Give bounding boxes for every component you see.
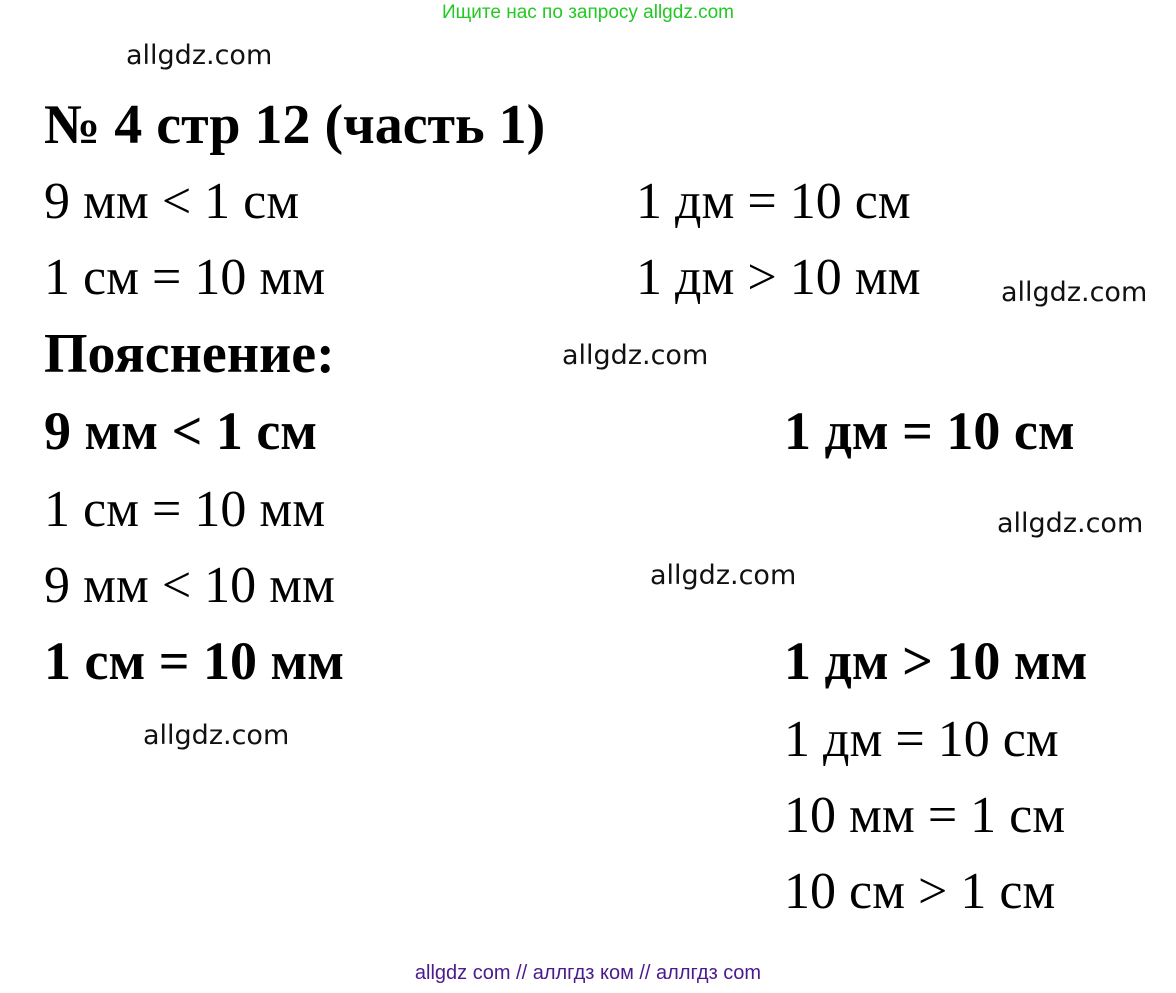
explanation-bold-line: 1 см = 10 мм <box>44 631 345 691</box>
explanation-bold-line: 9 мм < 1 см <box>44 401 318 461</box>
watermark: allgdz.com <box>1001 277 1148 308</box>
page-title: № 4 стр 12 (часть 1) <box>44 94 546 156</box>
explanation-line: 9 мм < 10 мм <box>44 557 335 614</box>
explanation-line: 1 дм = 10 см <box>784 711 1059 768</box>
top-banner: Ищите нас по запросу allgdz.com <box>441 2 734 23</box>
explanation-heading: Пояснение: <box>44 323 335 385</box>
answer-line: 1 см = 10 мм <box>44 249 326 306</box>
watermark: allgdz.com <box>126 40 273 71</box>
watermark: allgdz.com <box>650 560 797 591</box>
explanation-bold-line: 1 дм > 10 мм <box>784 631 1088 691</box>
explanation-line: 10 см > 1 см <box>784 863 1056 920</box>
watermark: allgdz.com <box>143 720 290 751</box>
answer-line: 1 дм > 10 мм <box>636 249 921 306</box>
explanation-line: 10 мм = 1 см <box>784 787 1066 844</box>
explanation-line: 1 см = 10 мм <box>44 481 326 538</box>
explanation-bold-line: 1 дм = 10 см <box>784 401 1075 461</box>
answer-line: 1 дм = 10 см <box>636 173 911 230</box>
watermark: allgdz.com <box>562 340 709 371</box>
footer-links: allgdz com // аллгдз ком // аллгдз com <box>414 962 762 984</box>
watermark: allgdz.com <box>997 508 1144 539</box>
answer-line: 9 мм < 1 см <box>44 173 300 230</box>
